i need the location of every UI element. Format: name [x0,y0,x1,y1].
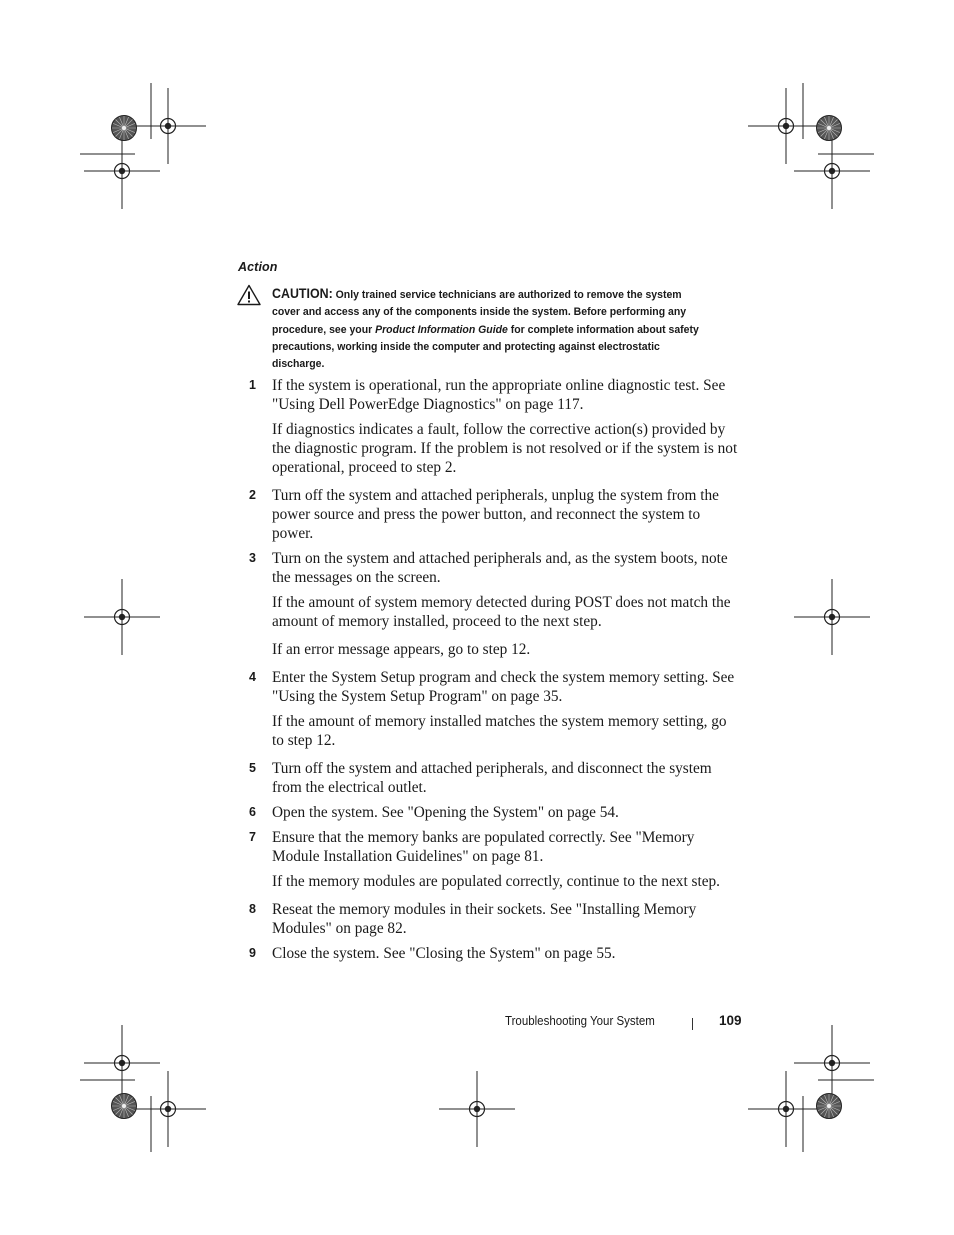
step-text: Open the system. See "Opening the System" on page 54. [272,804,619,821]
step-8 [249,900,741,938]
step-5 [249,759,741,797]
step-number: 8 [249,902,256,916]
caution-warning-icon [237,284,261,306]
step-3 [249,549,741,659]
step-9 [249,944,741,963]
step-text: Enter the System Setup program and check the system memory setting. See "Using the System Setup Program" on page 35. [272,669,735,705]
footer-divider [692,1018,693,1030]
step-text: Turn on the system and attached peripherals and, as the system boots, note the messages on the screen. [272,550,728,586]
step-2 [249,486,741,543]
step-text: If the system is operational, run the appropriate online diagnostic test. See "Using Dell PowerEdge Diagnostics" on page 117. [272,377,726,413]
caution-text-end: for complete information about safety precautions, working inside the computer and protecting against electrostatic discharge. [272,323,699,371]
step-text: Turn off the system and attached peripherals, unplug the system from the power source and press the power button, and reconnect the system to power. [272,487,719,542]
caution-label: CAUTION: [272,286,333,301]
caution-text: Only trained service technicians are authorized to remove the system cover and access any of the components inside the system. Before performing any procedure, see your [272,289,687,336]
step-number: 2 [249,488,256,502]
section-heading: Action [238,260,278,274]
step-note: If an error message appears, go to step 12. [272,641,531,658]
step-number: 5 [249,761,256,775]
step-text: Turn off the system and attached peripherals, and disconnect the system from the electrical outlet. [272,760,712,796]
step-text: Reseat the memory modules in their sockets. See "Installing Memory Modules" on page 82. [272,901,697,937]
footer-chapter-title: Troubleshooting Your System [505,1014,655,1028]
step-note: If the amount of memory installed matches the system memory setting, go to step 12. [272,713,727,749]
step-number: 7 [249,830,256,844]
step-note: If the amount of system memory detected during POST does not match the amount of memory installed, proceed to the next step. [272,594,731,630]
step-1 [249,376,741,477]
step-6 [249,803,741,822]
step-number: 1 [249,378,256,392]
step-4 [249,668,741,750]
guide-title: Product Information Guide [375,323,508,336]
step-number: 4 [249,670,256,684]
step-text: Ensure that the memory banks are populated correctly. See "Memory Module Installation Guidelines" on page 81. [272,829,695,865]
step-text: Close the system. See "Closing the System" on page 55. [272,945,616,962]
caution-notice [272,285,703,373]
procedure-steps [249,376,741,963]
step-note: If diagnostics indicates a fault, follow the corrective action(s) provided by the diagnostic program. If the problem is not resolved or if the system is not operational, proceed to step 2. [272,421,738,476]
page-number: 109 [719,1013,742,1028]
step-note: If the memory modules are populated correctly, continue to the next step. [272,873,720,890]
step-number: 9 [249,946,256,960]
step-number: 3 [249,551,256,565]
step-number: 6 [249,805,256,819]
step-7 [249,828,741,891]
